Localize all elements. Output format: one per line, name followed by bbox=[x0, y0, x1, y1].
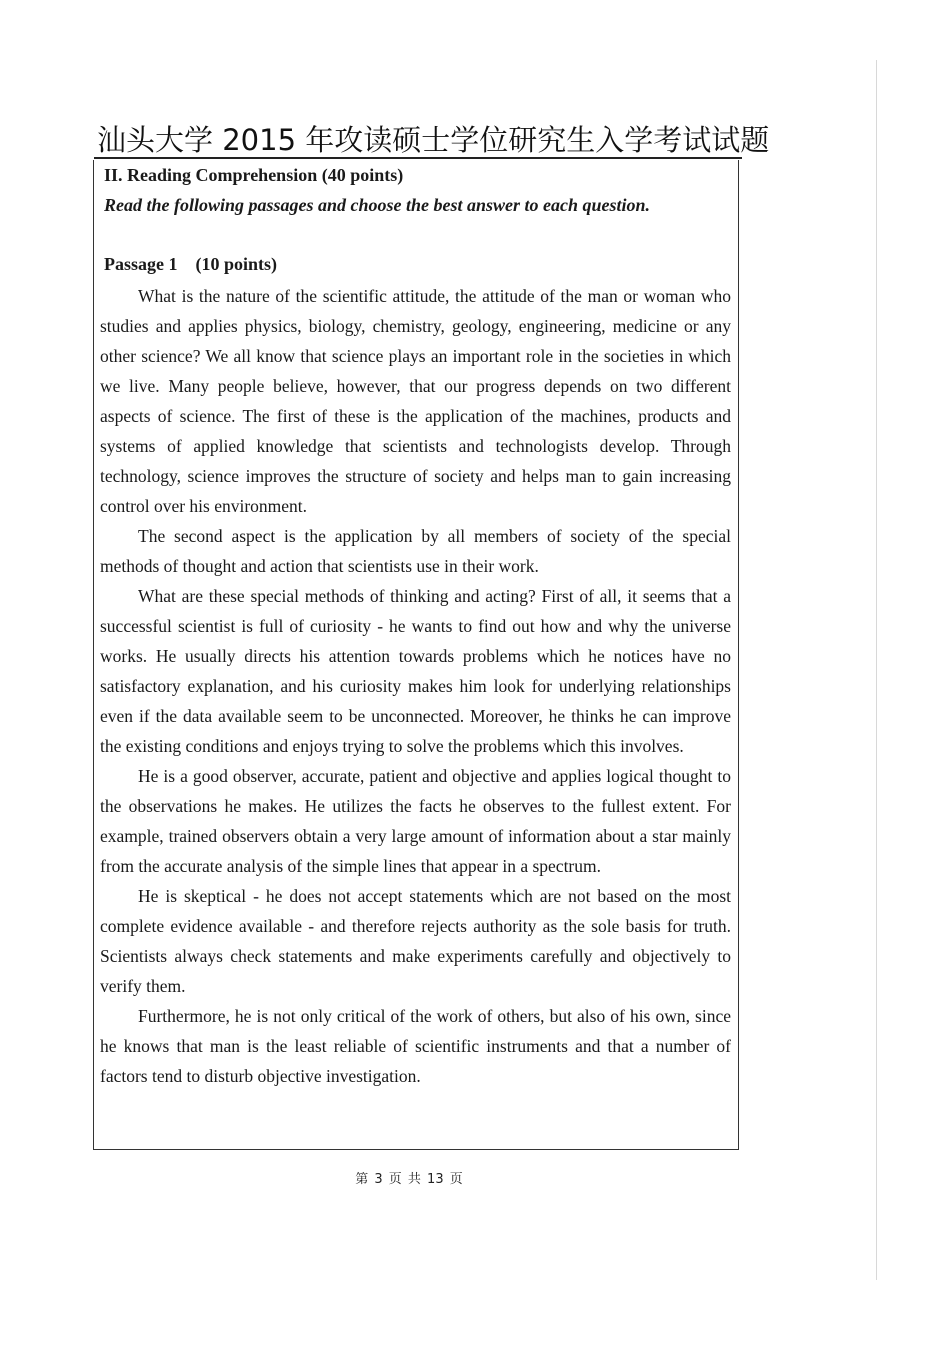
title-underline bbox=[94, 157, 742, 159]
passage-paragraph: What is the nature of the scientific attitude, the attitude of the man or woman who studies and applies physics, biology, chemistry, geology, engineering, medicine or any other science? We all know that science plays an important role in the societies in which we live. Many people believe, however, that our progress depends on two different aspects of science. The first of these is the application of the machines, products and systems of applied knowledge that scientists and technologists develop. Through technology, science improves the structure of society and helps man to gain increasing control over his environment. bbox=[100, 286, 731, 516]
section-instructions: Read the following passages and choose the best answer to each question. bbox=[104, 195, 651, 215]
passage-paragraph: Furthermore, he is not only critical of the work of others, but also of his own, since he knows that man is the least reliable of scientific instruments and that a number of factors tend to disturb objective investigation. bbox=[100, 1006, 731, 1086]
passage-body bbox=[100, 281, 731, 1091]
passage-paragraph: He is a good observer, accurate, patient and objective and applies logical thought to the observations he makes. He utilizes the facts he observes to the fullest extent. For example, trained observers obtain a very large amount of information about a star mainly from the accurate analysis of the simple lines that appear in a spectrum. bbox=[100, 766, 731, 876]
passage-paragraph: He is skeptical - he does not accept statements which are not based on the most complete evidence available - and therefore rejects authority as the sole basis for truth. Scientists always check statements and make experiments carefully and objectively to verify them. bbox=[100, 886, 731, 996]
passage-paragraph: The second aspect is the application by all members of society of the special methods of thought and action that scientists use in their work. bbox=[100, 526, 731, 576]
passage-heading: Passage 1 (10 points) bbox=[104, 254, 278, 274]
page-number: 第 3 页 共 13 页 bbox=[355, 1172, 463, 1187]
exam-title: 汕头大学 2015 年攻读硕士学位研究生入学考试试题 bbox=[97, 123, 770, 157]
passage-paragraph: What are these special methods of thinking and acting? First of all, it seems that a successful scientist is full of curiosity - he wants to find out how and why the universe works. He usually directs his attention towards problems which he notices have no satisfactory explanation, and his curiosity makes him look for underlying relationships even if the data available seem to be unconnected. Moreover, he thinks he can improve the existing conditions and enjoys trying to solve the problems which this involves. bbox=[100, 586, 731, 756]
section-heading: II. Reading Comprehension (40 points) bbox=[104, 165, 404, 185]
scan-edge-line bbox=[876, 60, 877, 1280]
